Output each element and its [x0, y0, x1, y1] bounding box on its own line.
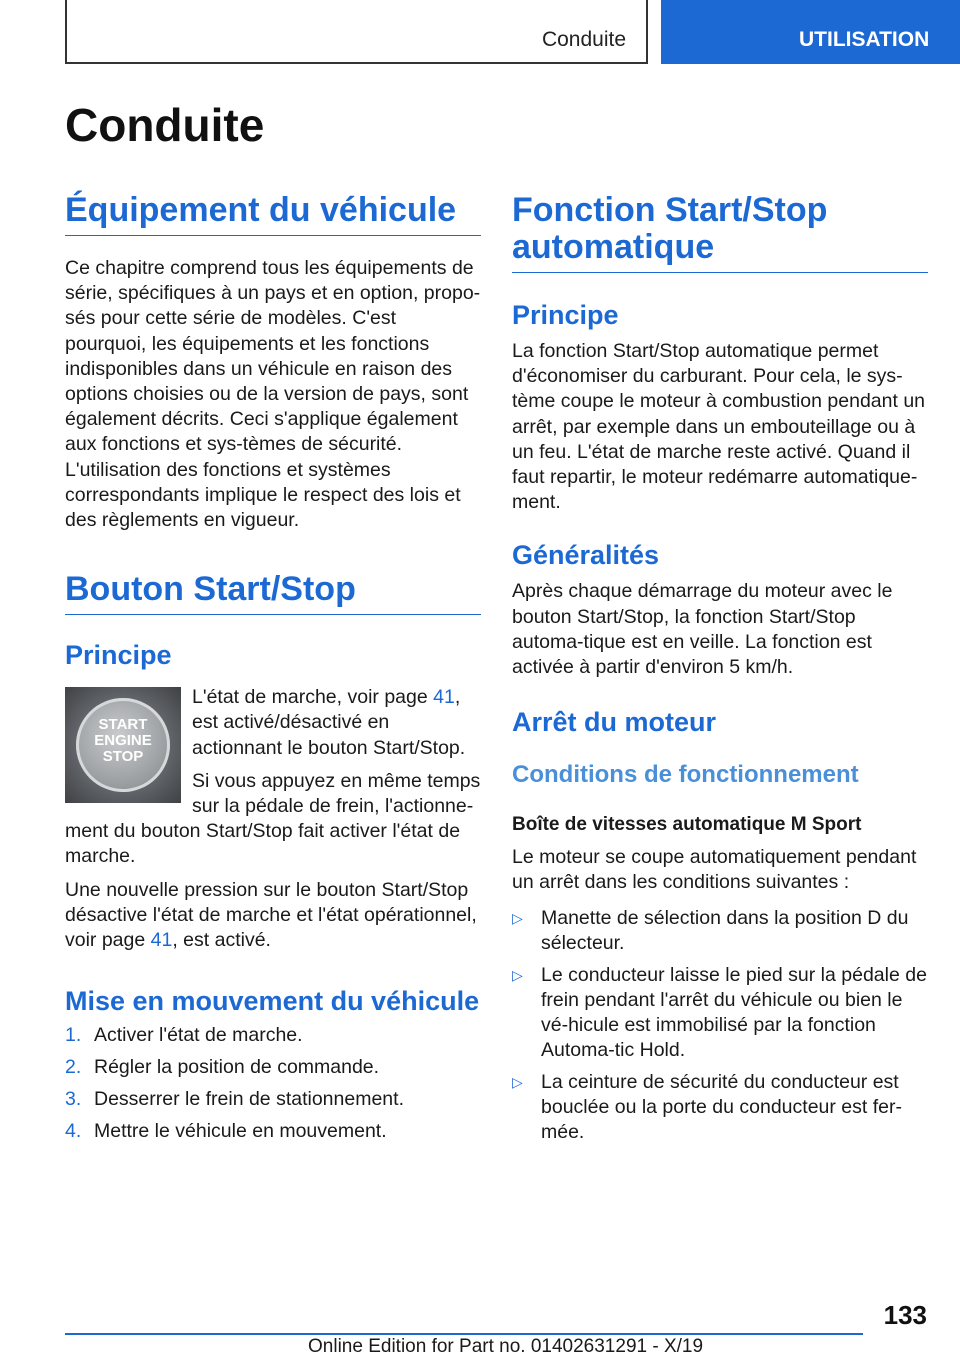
chapter-title: Conduite [65, 99, 265, 151]
page-link-41-second[interactable]: 41 [150, 929, 173, 952]
heading-engine-stop: Arrêt du moteur [512, 707, 717, 738]
startstop-p3: Une nouvelle pression sur le bouton Start/Stop désactive l'état de marche et l'état opérationnel, voir page 41, est activé. [65, 878, 477, 952]
gearbox-text: Le moteur se coupe automatiquement pendant un arrêt dans les conditions suivantes : [512, 846, 917, 894]
list-item: ▷ La ceinture de sécurité du conducteur est bouclée ou la porte du conducteur est fer-mée. [512, 1070, 902, 1143]
general-text: Après chaque démarrage du moteur avec le bouton Start/Stop, la fonction Start/Stop automa-tique est en veille. La fonction est activée à partir d'environ 5 km/h. [512, 580, 893, 679]
header-tab-label: UTILISATION [799, 28, 930, 51]
footer-divider [65, 1333, 863, 1335]
heading-movement: Mise en mouvement du véhicule [65, 986, 480, 1017]
triangle-bullet-icon: ▷ [512, 966, 523, 983]
startstop-block [65, 685, 481, 869]
left-column [65, 192, 481, 1151]
heading-principle-right: Principe [512, 300, 619, 330]
header-section-label: Conduite [541, 28, 626, 51]
list-item: ▷ Le conducteur laisse le pied sur la pédale de frein pendant l'arrêt du véhicule ou bien le vé-hicule est immobilisé par la fonction Automa-tic Hold. [512, 963, 927, 1061]
heading-gearbox: Boîte de vitesses automatique M Sport [512, 814, 862, 836]
list-item: 4. Mettre le véhicule en mouvement. [65, 1120, 387, 1143]
list-item: ▷ Manette de sélection dans la position D du sélecteur. [512, 906, 909, 954]
heading-principle-left: Principe [65, 640, 172, 671]
list-item: 1. Activer l'état de marche. [65, 1024, 303, 1047]
heading-auto-startstop: Fonction Start/Stop automatique [512, 192, 928, 273]
equipment-text: Ce chapitre comprend tous les équipements de série, spécifiques à un pays et en option, propo-sés pour cette série de modèles. C'est pourquoi, les équipements et les fonctions indisponibles dans un véhicule en raison des options choisies ou de la version de pays, sont également décrits. Ceci s'applique également aux fonctions et sys-tèmes de sécurité. L'utilisation des fonctions et systèmes correspondants implique le respect des lois et des règlements en vigueur. [65, 257, 481, 532]
button-label: START ENGINE STOP [94, 716, 152, 766]
footer-edition: Online Edition for Part no. 01402631291 - X/19 [308, 1336, 704, 1357]
list-item: 2. Régler la position de commande. [65, 1056, 380, 1079]
start-engine-stop-button-image [65, 687, 181, 803]
heading-startstop-button: Bouton Start/Stop [65, 571, 481, 615]
heading-equipment: Équipement du véhicule [65, 192, 481, 236]
page-link-41[interactable]: 41 [433, 686, 455, 709]
startstop-p2: Si vous appuyez en même temps sur la pédale de frein, l'actionne-ment du bouton Start/Stop fait activer l'état de marche. [65, 769, 481, 868]
triangle-bullet-icon: ▷ [512, 909, 523, 926]
conditions-list [512, 906, 928, 1145]
heading-general: Généralités [512, 540, 660, 571]
list-item: 3. Desserrer le frein de stationnement. [65, 1088, 404, 1111]
heading-conditions: Conditions de fonctionnement [512, 761, 859, 789]
header-tab-utilisation[interactable] [661, 0, 960, 64]
right-column [512, 192, 928, 1152]
movement-steps [65, 1023, 481, 1144]
triangle-bullet-icon: ▷ [512, 1073, 523, 1090]
principle-text: La fonction Start/Stop automatique permet d'économiser du carburant. Pour cela, le sys-tème coupe le moteur à combustion pendant un arrêt, par exemple dans un embouteillage ou à un feu. L'état de marche reste activé. Quand il faut repartir, le moteur redémarre automatique-ment. [512, 340, 926, 514]
page-number: 133 [883, 1300, 927, 1330]
startstop-p1: L'état de marche, voir page 41, est activé/désactivé en actionnant le bouton Start/Stop. [192, 686, 466, 759]
